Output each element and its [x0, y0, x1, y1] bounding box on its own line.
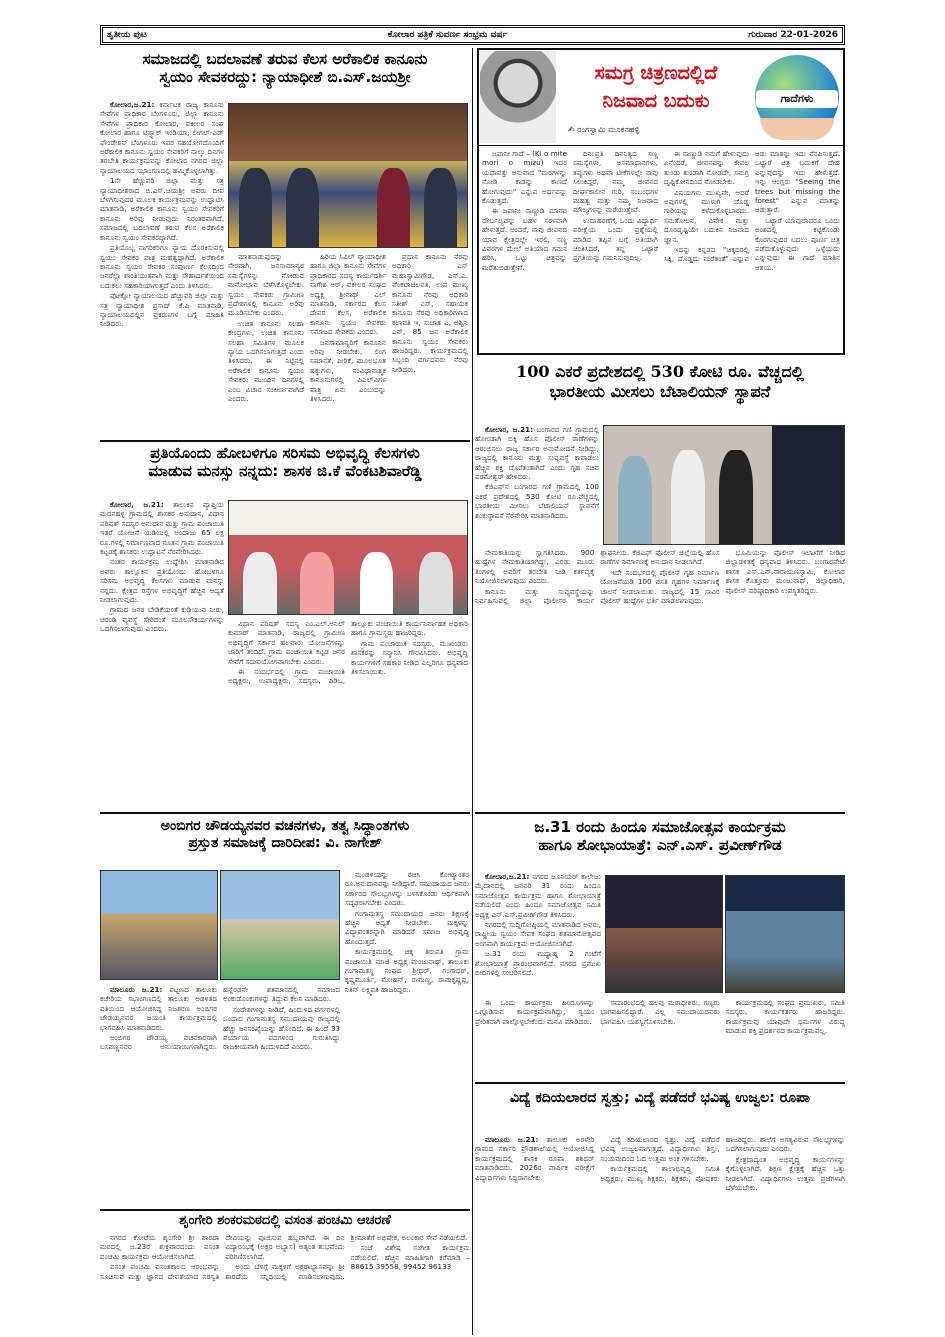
article-2-body-continued: ನೇಮಕಾತಿಯನ್ನು ಸ್ವಾಗತಿಸಿದರು. 900 ಹುದ್ದೆಗಳ ನೇಮಕಾತಿಯಾಗಿದ್ದು, ಎರಡು ಮೂರು ತಿಂಗಳಲ್ಲಿ ಅವರಿಗೆ ತರಬೇತಿ ನೀಡಿ ಕರ್ತವ್ಯಕ್ಕೆ ನಿಯೋಜಿಸಲಾಗುವುದು ಎಂದರು. ಕಾನೂನು ಮತ್ತು ಸುವ್ಯವಸ್ಥೆಯನ್ನು ನಿರ್ವಹಿಸುವಲ್ಲಿ ಜಿಲ್ಲಾ ಪೊಲೀಸರ ಕಾರ್ಯ ಶ್ಲಾಘನೀಯ. ಕೆಜಿಎಫ್ ಪೊಲೀಸ್ ಜಿಲ್ಲೆಯಲ್ಲಿ ಹೊಸ ಠಾಣೆಗಳ ನಿರ್ಮಾಣಕ್ಕೆ ಅನುದಾನ ನೀಡಲಾಗಿದೆ. ಇದೇ ಸಂದರ್ಭದಲ್ಲಿ ಪೊಲೀಸ್ ಗೃಹ ನಿರ್ಮಾಣ ಯೋಜನೆಯಡಿ 100 ವಸತಿ ಗೃಹಗಳ ನಿರ್ಮಾಣಕ್ಕೆ ಚಾಲನೆ ನೀಡಲಾಯಿತು. ರಾಜ್ಯದಲ್ಲಿ 15 ಸಾವಿರ ಪೊಲೀಸ್ ಹುದ್ದೆಗಳ ಭರ್ತಿ ಮಾಡಲಾಗುವುದು. ಭೂಮಿಯನ್ನು ಪೊಲೀಸ್ ಇಲಾಖೆಗೆ ನೀಡಿದ ಜಿಲ್ಲಾಡಳಿತಕ್ಕೆ ಧನ್ಯವಾದ ತಿಳಿಸಿದರು. ಬಂಗಾರಪೇಟೆ ಶಾಸಕ ಎಸ್.ಎನ್.ನಾರಾಯಣಸ್ವಾಮಿ, ಕೋಲಾರ ಶಾಸಕ ಕೊತ್ತೂರು ಮಂಜುನಾಥ್, ಜಿಲ್ಲಾಧಿಕಾರಿ, ಪೊಲೀಸ್ ವರಿಷ್ಠಾಧಿಕಾರಿ ಉಪಸ್ಥಿತರಿದ್ದರು.: [475, 548, 845, 606]
article-2-headline: 100 ಎಕರೆ ಪ್ರದೇಶದಲ್ಲಿ 530 ಕೋಟಿ ರೂ. ವೆಚ್ಚದಲ್ಲಿ ಭಾರತೀಯ ಮೀಸಲು ಬೆಟಾಲಿಯನ್ ಸ್ಥಾಪನೆ: [516, 362, 804, 401]
article-6-body: ಮಾಲೂರು ಜ.21: ತಾಲೂಕು ಅರಳೇರಿ ಗ್ರಾಮದ ಸರ್ಕಾರಿ ಪ್ರೌಢಶಾಲೆಯಲ್ಲಿ ಆಯೋಜಿಸಿದ್ದ ಕಾರ್ಯಕ್ರಮದಲ್ಲಿ ಶಾಸಕಿ ರೂಪಾ ಶಶಿಧರ್ ಮಾತನಾಡಿದರು. 2026ರ ವಾರ್ಷಿಕ ಪರೀಕ್ಷೆಗೆ ವಿದ್ಯಾರ್ಥಿಗಳು ಸಿದ್ಧರಾಗಬೇಕು. ವಿದ್ಯೆ ಕದಿಯಲಾರದ ಸ್ವತ್ತು. ವಿದ್ಯೆ ಪಡೆದರೆ ಭವಿಷ್ಯ ಉಜ್ವಲವಾಗುತ್ತದೆ. ವಿದ್ಯಾರ್ಥಿಗಳು ಶಿಸ್ತು, ಸಂಯಮದಿಂದ ಓದಿ ಉತ್ತಮ ಅಂಕ ಗಳಿಸಬೇಕು. ಕಾರ್ಯಕ್ರಮದಲ್ಲಿ ಶಾಲಾಭಿವೃದ್ಧಿ ಸಮಿತಿ ಅಧ್ಯಕ್ಷರು, ಮುಖ್ಯ ಶಿಕ್ಷಕರು, ಶಿಕ್ಷಕರು, ಪೋಷಕರು ಹಾಜರಿದ್ದರು. ಶಾಲೆಗೆ ಅಗತ್ಯವಿರುವ ಸೌಲಭ್ಯಗಳನ್ನು ಒದಗಿಸಲಾಗುವುದು ಎಂದರು. ಕ್ಷೇತ್ರದಾದ್ಯಂತ ಅಭಿವೃದ್ಧಿ ಕಾರ್ಯಗಳನ್ನು ಕೈಗೊಳ್ಳಲಾಗಿದೆ. ಶಿಕ್ಷಣ ಕ್ಷೇತ್ರಕ್ಕೆ ಹೆಚ್ಚಿನ ಒತ್ತು ನೀಡಲಾಗಿದೆ. ವಿದ್ಯಾರ್ಥಿಗಳು ಉತ್ತಮ ಪ್ರಜೆಗಳಾಗಿ ಬೆಳೆಯಬೇಕು.: [475, 1135, 845, 1193]
article-6-headline: ವಿದ್ಯೆ ಕದಿಯಲಾರದ ಸ್ವತ್ತು; ವಿದ್ಯೆ ಪಡೆದರೆ ಭವಿಷ್ಯ ಉಜ್ವಲ: ರೂಪಾ: [510, 1090, 810, 1106]
article-7-body: ನಗರದ ಕೋಟೆಯ ಶೃಂಗೇರಿ ಶ್ರೀ ಶಾರದಾ ಮಠದಲ್ಲಿ ಜ.23ರ ಶುಕ್ರವಾರದಂದು ವಸಂತ ಪಂಚಮಿ ಕಾರ್ಯಕ್ರಮ ಆಯೋಜಿಸಲಾಗಿದೆ. ವಸಂತ ಪಂಚಮಿ ವಸಂತಕಾಲದ ಆರಂಭವನ್ನು ಸೂಚಿಸುವ ಮತ್ತು ಜ್ಞಾನದ ದೇವತೆಯಾದ ಸರಸ್ವತಿ ದೇವಿಯನ್ನು ಪೂಜಿಸುವ ಹಬ್ಬವಾಗಿದೆ. ಈ ದಿನ ವಿದ್ಯಾರಂಭಕ್ಕೆ (ಅಕ್ಷರ ಅಭ್ಯಾಸ) ಅತ್ಯಂತ ಶುಭವೆಂದು ಪರಿಗಣಿಸಲಾಗಿದೆ. ಅಂದು ಬೆಳಿಗ್ಗೆ ಮಕ್ಕಳಿಗೆ ಅಕ್ಷರಾಭ್ಯಾಸವನ್ನು ಶ್ರೀ ಶಾರದೆಯ ಸನ್ನಿಧಿಯಲ್ಲಿ ಮಾಡಿಸಲಾಗುವುದು. ಶ್ರೀಮಾತೆಗೆ ಅಭಿಷೇಕ, ಅಲಂಕಾರ ಸೇವೆ ನಡೆಯಲಿದೆ. ಸಂಜೆ ವಿಶೇಷ ಸಂಗೀತ ಕಾರ್ಯಕ್ರಮ ನಡೆಯಲಿದೆ. ಹೆಚ್ಚಿನ ಮಾಹಿತಿಗಾಗಿ ಕರೆಮಾಡಿ – 88615 39558, 99452 96133: [100, 1233, 470, 1281]
pen-icon: ✍: [568, 125, 575, 134]
article-3-photo: [228, 500, 468, 615]
article-1-photo: [228, 103, 468, 248]
article-3-headline: ಪ್ರತಿಯೊಂದು ಹೋಬಳಿಗೂ ಸರಿಸಮ ಅಭಿವೃದ್ಧಿ ಕೆಲಸಗಳು ಮಾಡುವ ಮನಸ್ಸು ನನ್ನದು: ಶಾಸಕ ಜಿ.ಕೆ ವೆಂಕಟಶಿವಾರೆಡ್ಡಿ: [148, 444, 422, 481]
column-body: ಜಪಾನೀ ಗಾದೆ – (Ki o mite mori o mizu) ಇದರ ಯಥಾವತ್ತು ಅನುವಾದ "ಮರಗಳನ್ನು ನೋಡಿ ಕಾಡನ್ನು ಕಾಣದೆ ಹೋಗುವುದು" ಎನ್ನುವ ಅರ್ಥವನ್ನು ಕೊಡುತ್ತದೆ. ಈ ಜಪಾನೀ ನಾಣ್ಣುಡಿ ಮಾನವ ದೌರ್ಬಲ್ಯವನ್ನು ಬಹಳ ಸರಳವಾಗಿ ಹೇಳುತ್ತದೆ. ಅಂದರೆ, ನಾವು ಜೀವನದ ಯಾವ ಕ್ಷೇತ್ರದಲ್ಲೇ ಇರಲಿ, ಸಣ್ಣ ವಿವರಗಳ ಮೇಲೆ ಅತಿಯಾದ ಗಮನ ಹರಿಸಿ, ಒಟ್ಟು ಚಿತ್ರವನ್ನು ಮರೆತುಬಿಡುತ್ತೇವೆ. ದಿನಂಪ್ರತಿ ದಿನನಿತ್ಯದ ಸಣ್ಣ ಸಮಸ್ಯೆಗಳು, ಅಸಮಾಧಾನಗಳು, ತಪ್ಪುಗಳು ಅಥವಾ ಟೀಕೆಗಳಲ್ಲೇ ನಾವು ಸಿಲುಕಿದ್ದರೆ, ನಮ್ಮ ಜೀವನದ ದೀರ್ಘಕಾಲೀನ ಗುರಿ, ಸಂಬಂಧಗಳ ಮಹತ್ವ ಮತ್ತು ನಮ್ಮ ನಿಜವಾದ ಮೌಲ್ಯಗಳನ್ನು ಮರೆಯುತ್ತೇವೆ. ಉದಾಹರಣೆಗೆ, ಒಂದು ವಿದ್ಯಾರ್ಥಿ ಪರೀಕ್ಷೆಯ ಒಂದು ಪ್ರಶ್ನೆಯಲ್ಲಿ ಮಾಡಿದ ತಪ್ಪಿನ ಬಗ್ಗೆ ಅತಿಯಾಗಿ ಚಿಂತಿಸಿದರೆ, ತನ್ನ ಒಟ್ಟಾರೆ ಪ್ರಗತಿಯನ್ನು ಗಮನಿಸುವುದಿಲ್ಲ. ಈ ನಾಣ್ಣುಡಿ ನಮಗೆ ಹೇಳುವುದು ಏನೆಂದರೆ, ಜೀವನವನ್ನು ಕೇವಲ ತುಂಡು ತುಂಡಾಗಿ ನೋಡದೇ, ಸಮಗ್ರ ದೃಷ್ಟಿಕೋನದಿಂದ ನೋಡಬೇಕು. ವಿಷಯಗಳು ಮುಖ್ಯವೇ, ಆದರೆ ಅವುಗಳಲ್ಲಿ ಮುಳುಗಿ ದೊಡ್ಡ ಗುರಿಯನ್ನು ಕಳೆದುಕೊಳ್ಳಬಾರದು. ಸಮತೋಲನ, ವಿವೇಕ ಮತ್ತು ದೂರದೃಷ್ಟಿಯೇ ಬದುಕಿನ ನಿಜವಾದ ಜ್ಞಾನ. ಇದನ್ನು ಕನ್ನಡದ "ಚಿಕ್ಕದರಲ್ಲಿ ಸಿಕ್ಕಿ, ದೊಡ್ಡದು ಮರೆತಂತೆ" ಎನ್ನುವ ಆಡು ಮಾತನ್ನು ಇದು ನೆನಪಿಸುತ್ತದೆ. ಒಟ್ಟಾರೆ ಚಿತ್ರ ಬದುಕಿಗೆ ದೇಹ ಎನ್ನುವುದನ್ನು ಇದು ಹೇಳುತ್ತದೆ. ಇನ್ನು ಆಂಗ್ಲರು "Seeing the trees but missing the forest" ಎನ್ನುವ ಮಾತನ್ನು ಆಡುತ್ತಾರೆ. ಒಟ್ಟಾರೆ ಯಾವುದಾದರೂ ಒಂದು ಅಂಶದಲ್ಲಿ ಕಟ್ಟಿಕೊಂಡು ಕೊರಗುವುದರ ಬದಲು ಪೂರ್ಣ ಚಿತ್ರ ಪಡೆದುಕೊಳ್ಳುವುದು ಒಳ್ಳೆಯದು ಎನ್ನುವುದು ಈ ಗಾದೆ ಮಾತಿನ ಆಶಯ.: [482, 149, 840, 272]
article-1-body-continued: ಮಾತನಾಡುವುದನ್ನು ನೇರವಾಗಿ, ಜನಸಾಮಾನ್ಯರ ಸಮಸ್ಯೆಗಳನ್ನು ನೋಡುವ ಮನೋಭಾವ ಬೆಳೆಸಿಕೊಳ್ಳಬೇಕು. ಸ್ವಯಂ ಸೇವಕರು ಗ್ರಾಮೀಣ ಪ್ರದೇಶಗಳಲ್ಲಿ ಕಾನೂನು ಅರಿವು ಮೂಡಿಸಬೇಕು ಎಂದರು. ಉಚಿತ ಕಾನೂನು ಸಲಹಾ ಕೇಂದ್ರಗಳು, ಉಚಿತ ಕಾನೂನು ಸಲಹಾ ಸಮಿತಿಗಳ ಮೂಲಕ ನ್ಯಾಯ ಒದಗಿಸಲಾಗುತ್ತದೆ ಎಂದು ತಿಳಿಸಿದರು. ಈ ನಿಟ್ಟಿನಲ್ಲಿ ಅರೆಕಾಲಿಕ ಕಾನೂನು ಸ್ವಯಂ ಸೇವಕರು ಮುಂದಿನ ದಿನಗಳಲ್ಲಿ ಎಂಬ ವಿಚಾರ ಸಂಕೀರ್ಣವಾಗಿದೆ ಎಂದರು. ಹಿರಿಯ ಸಿವಿಲ್ ನ್ಯಾಯಾಧೀಶ ಹಾಗೂ ಜಿಲ್ಲಾ ಕಾನೂನು ಸೇವೆಗಳ ಪ್ರಾಧಿಕಾರದ ಸದಸ್ಯ ಕಾರ್ಯದರ್ಶಿ ನಾಗೇಶ ಆರ್, ವಕೀಲರ ಸಂಘದ ಅಧ್ಯಕ್ಷ ಶ್ರೀನಾಥ್ ಎಲ್ ಮಾತನಾಡಿ, ಸರ್ಕಾರದ ಕೆಲಸ ದೇವರ ಕೆಲಸ, ಅರೆಕಾಲಿಕ ಕಾನೂನು ಸ್ವಯಂ ಸೇವಕರು ಸಮಾಜದ ಸೇವಕರು ಎಂದರು. ಜನಸಾಮಾನ್ಯರಿಗೆ ಕಾನೂನಿನ ಅರಿವು ನೀಡಬೇಕು, ಲಿಂಗ ಸಮಾನತೆ, ಪೀಠಿಕೆ, ಮೂಲಭೂತ ಹಕ್ಕುಗಳು, ಸಂವಿಧಾನಾತ್ಮಕ ಕಾನೂನುಗಳಲ್ಲಿ ಪಿಎಲ್‌ವಿಗಳ ಪಾತ್ರ ಏನು ಎಂಬುದನ್ನು ತಿಳಿಸಿದರು. ಪ್ರಧಾನ ಕಾನೂನು ನೆರವು ಅಧಿಕಾರಿ ಎಸ್ ಮಹಾಸ್ವಾಮಿಗೌಡ, ಎಸ್.ಎ. ವೆಂಕಟಾಚಲಪತಿ, ಉಪ ಮುಖ್ಯ ಕಾನೂನು ನೆರವು ಅಧಿಕಾರಿ ಸತೀಶ್ ಎಸ್, ಸಹಾಯಕ ಕಾನೂನು ನೆರವು ಅಧಿಕಾರಿಗಳಾದ ಕಲಾವತಿ ಇ, ಸುಜಾತ ಎ, ಅಶ್ವಿನಿ ಎನ್, 85 ಜನ ಅರೆಕಾಲಿಕ ಕಾನೂನು ಸ್ವಯಂ ಸೇವಕರು ಹಾಜರಿದ್ದರು. ಕಾರ್ಯಕ್ರಮದಲ್ಲಿ ಸಿಬ್ಬಂದಿ ವರ್ಗದವರು ನೆರವು ನೀಡಿದರು.: [228, 252, 468, 404]
article-1-headline: ಸಮಾಜದಲ್ಲಿ ಬದಲಾವಣೆ ತರುವ ಕೆಲಸ ಅರೆಕಾಲಿಕ ಕಾನೂನು ಸ್ವಯಂ ಸೇವಕರದ್ದು: ನ್ಯಾಯಾಧೀಶೆ ಬಿ.ಎಸ್.ಜಯಶ್ರೀ: [142, 50, 428, 87]
article-3-body-continued: ವಿಧಾನ ಪರಿಷತ್ ಸದಸ್ಯ ಎಂ.ಎಲ್.ಅನಿಲ್ ಕುಮಾರ್ ಮಾತನಾಡಿ, ರಾಜ್ಯದಲ್ಲಿ ಗ್ರಾಮೀಣ ಅಭಿವೃದ್ಧಿಗೆ ಸರ್ಕಾರ ಹಲವಾರು ಯೋಜನೆಗಳನ್ನು ಜಾರಿಗೆ ತಂದಿದೆ. ಗ್ರಾಮ ಪಂಚಾಯಿತಿ ಕಟ್ಟಡ ಜನರ ಸೇವೆಗೆ ಸದುಪಯೋಗವಾಗಬೇಕು ಎಂದರು. ಈ ಸಂದರ್ಭದಲ್ಲಿ ಗ್ರಾಮ ಪಂಚಾಯಿತಿ ಅಧ್ಯಕ್ಷರು, ಉಪಾಧ್ಯಕ್ಷರು, ಸದಸ್ಯರು, ಪಿಡಿಒ, ತಾಲ್ಲೂಕು ಪಂಚಾಯಿತಿ ಕಾರ್ಯನಿರ್ವಾಹಕ ಅಧಿಕಾರಿ ಹಾಗೂ ಗ್ರಾಮಸ್ಥರು ಹಾಜರಿದ್ದರು. ಗ್ರಾಮ ಪಂಚಾಯಿತಿ ಸದಸ್ಯರು, ಮುಖಂಡರು ಶಾಸಕರನ್ನು ಸನ್ಮಾನಿಸಿ ಗೌರವಿಸಿದರು. ಅಭಿವೃದ್ಧಿ ಕಾರ್ಯಗಳಿಗೆ ಸಹಕಾರ ನೀಡಿದ ಎಲ್ಲರಿಗೂ ಧನ್ಯವಾದ ತಿಳಿಸಲಾಯಿತು.: [228, 619, 468, 686]
article-3-body: ಕೋಲಾರ, ಜ.21: ತಾಲುಕಿನ ವ್ಯಾಪ್ತಿಯ ಮದನಹಳ್ಳಿ ಗ್ರಾಮದಲ್ಲಿ ಶಾಸಕರ ಅನುದಾನ, ವಿಧಾನ ಪರಿಷತ್ ಸದಸ್ಯರ ಅನುದಾನ ಮತ್ತು ಗ್ರಾಮ ಪಂಚಾಯಿತಿ ಇತರೆ ಯೋಜನೆ ಯಡಿಯಲ್ಲಿ ಅಂದಾಜು 65 ಲಕ್ಷ ರೂ.ಗಳಲ್ಲಿ ನಿರ್ಮಾಣವಾದ ನೂತನ ಗ್ರಾಮ ಪಂಚಾಯಿತಿ ಕಟ್ಟಡಕ್ಕೆ ಶಾಸಕರು ಉದ್ಘಾಟನೆ ನೆರವೇರಿಸಿದರು. ನಂತರ ಕಾರ್ಯಕ್ರಮ ಉದ್ದೇಶಿಸಿ ಮಾತನಾಡಿದ ಅವರು ತಾಲ್ಲೂಕಿನ ಪ್ರತಿಯೊಂದು ಹೋಬಳಿಗೂ ಸರಿಸಮ ಅಭಿವೃದ್ಧಿ ಕೆಲಸಗಳು ಮಾಡುವ ಮನಸ್ಸು ನನ್ನದು. ಕ್ಷೇತ್ರದ ರಸ್ತೆಗಳ ಅಭಿವೃದ್ಧಿಗೆ ಹೆಚ್ಚಿನ ಆದ್ಯತೆ ನೀಡಲಾಗುವುದು. ಗ್ರಾಮದ ಜನರ ಬೇಡಿಕೆಯಂತೆ ಕುಡಿಯುವ ನೀರು, ಚರಂಡಿ ವ್ಯವಸ್ಥೆ ಸೇರಿದಂತೆ ಮೂಲಸೌಕರ್ಯಗಳನ್ನು ಒದಗಿಸಲಾಗುವುದು ಎಂದರು.: [100, 500, 224, 634]
article-2-body: ಕೋಲಾರ, ಜ.21: ಬಂಗಾರದ ಗಣಿ ಗ್ರಾಮದಲ್ಲಿ ಹೋಂಡಾಗಿ ಬಿಕ್ಕಿ ಹೊಸ ಪೊಲೀಸ್ ಠಾಣೆಗಳನ್ನು ಆರಂಭಿಸಲು ರಾಜ್ಯ ಸರ್ಕಾರ ಅನುಮೋದನೆ ನೀಡಿದ್ದು, ರಾಜ್ಯದಲ್ಲಿ ಕಾನೂನು ಮತ್ತು ಸುವ್ಯವಸ್ಥೆ ಕಾಪಾಡಲು ಹೆಚ್ಚಿನ ಶಕ್ತಿ ದೊರೆತಂತಾಗಿದೆ ಎಂದು ಗೃಹ ಸಚಿವ ಪರಮೇಶ್ವರ್ ಹೇಳಿದರು. ಕೆಜಿಎಫ್‌ನ ಬಂಗಾರದ ಗಣಿ ಗ್ರಾಮದಲ್ಲಿ 100 ಎಕರೆ ಪ್ರದೇಶದಲ್ಲಿ 530 ಕೋಟಿ ರೂ.ವೆಚ್ಚದಲ್ಲಿ ಭಾರತೀಯ ಮೀಸಲು ಬೆಟಾಲಿಯನ್ ಸ್ಥಾಪನೆಗೆ ಶಂಕುಸ್ಥಾಪನೆ ನೆರವೇರಿಸಿ ಮಾತನಾಡಿದರು.: [475, 425, 599, 520]
article-5-headline: ಜ.31 ರಂದು ಹಿಂದೂ ಸಮಾಜೋತ್ಸವ ಕಾರ್ಯಕ್ರಮ ಹಾಗೂ ಶೋಭಾಯಾತ್ರೆ: ಎನ್.ಎಸ್. ಪ್ರವೀಣ್‌ಗೌಡ: [534, 818, 786, 855]
article-2-photo: [603, 425, 845, 545]
column-title: ಸಮಗ್ರ ಚಿತ್ರಣದಲ್ಲಿದೆ ನಿಜವಾದ ಬದುಕು: [594, 62, 718, 112]
article-1-body: ಕೋಲಾರ,ಜ.21: ಕರ್ನಾಟಕ ರಾಜ್ಯ ಕಾನೂನು ಸೇವೆಗಳ ಪ್ರಾಧಿಕಾರ ಬೆಂಗಳೂರು, ಜಿಲ್ಲಾ ಕಾನೂನು ಸೇವೆಗಳ ಪ್ರಾಧಿಕಾರ ಕೋಲಾರ, ವಕೀಲರ ಸಂಘ ಕೋಲಾರ ಹಾಗೂ ಟಿಸ್ಸ್ಯಾಕ್ ಇಂಡಿಯಾ, ಲೀಗಲ್-ಎಡ್ ಫೌಂಡೇಶನ್ ಬೆಂಗಳೂರು ಇವರ ಸಹಯೋಗದೊಂದಿಗೆ ಅರೆಕಾಲಿಕ ಕಾನೂನು ಸ್ವಯಂ ಸೇವಕರಿಗೆ ನಾಲ್ಕು ದಿನಗಳ ತರಬೇತಿ ಕಾರ್ಯಕ್ರಮವನ್ನು ಕೋಲಾರ ನಗರದ ಜಿಲ್ಲಾ ನ್ಯಾಯಾಲಯದ ಸಭಾಂಗಣದಲ್ಲಿ ಹಮ್ಮಿಕೊಳ್ಳಲಾಗಿತ್ತು. 1ನೇ ಹೆಚ್ಚುವರಿ ಜಿಲ್ಲಾ ಮತ್ತು ಸತ್ರ ನ್ಯಾಯಾಧೀಶರಾದ ಬಿ.ಎಸ್.ಜಯಶ್ರೀ ಅವರು ದೀಪ ಬೆಳಗಿಸುವುದರ ಮೂಲಕ ಕಾರ್ಯಕ್ರಮವನ್ನು ಉದ್ಘಾಟಿಸಿ ಮಾತನಾಡಿ, ಅರೆಕಾಲಿಕ ಕಾನೂನು ಸ್ವಯಂ ಸೇವಕರಿಗೆ ಕಾನೂನು ಅರಿವು ನೀಡುವುದು ನಿರಂತರವಾಗಿದೆ. ಸಮಾಜದಲ್ಲಿ ಬದಲಾವಣೆ ತರುವ ಕೆಲಸ ಅರೆಕಾಲಿಕ ಕಾನೂನು ಸ್ವಯಂ ಸೇವಕರದ್ದಾಗಿದೆ. ಪ್ರತಿಯೊಬ್ಬ ನಾಗರಿಕರಿಗೂ ನ್ಯಾಯ ದೊರಕಿಸುವಲ್ಲಿ ಸ್ವಯಂ ಸೇವಕರ ಪಾತ್ರ ಮಹತ್ವದ್ದಾಗಿದೆ. ಅರೆಕಾಲಿಕ ಕಾನೂನು ಸ್ವಯಂ ಸೇವಕರ ಸಂಪೂರ್ಣ ಕೆಲಸದಿಂದ ಜನರೆಲ್ಲಾ ಶಾಂತಿಯುತವಾಗಿ ಮತ್ತು ಸೌಹಾರ್ದತೆಯಿಂದ ಬದುಕಲು ಸಹಕಾರಿಯಾಗುತ್ತದೆ ಎಂದು ತಿಳಿಸಿದರು. ಪೋಕ್ಸೋ ನ್ಯಾಯಾಲಯದ ಹೆಚ್ಚುವರಿ ಜಿಲ್ಲಾ ಮತ್ತು ಸತ್ರ ನ್ಯಾಯಾಧೀಶ ಪ್ರಸಾದ್ ಕೆ.ಪಿ ಮಾತನಾಡಿ, ನ್ಯಾಯಾಲಯದಲ್ಲಿನ ಪ್ರಕರಣಗಳ ಬಗ್ಗೆ ಮಾಹಿತಿ ನೀಡಿದರು.: [100, 100, 224, 329]
proverbs-badge: ಗಾದೆಗಳು: [756, 90, 838, 108]
page-header: [100, 25, 845, 45]
article-7-headline: ಶೃಂಗೇರಿ ಶಂಕರಮಠದಲ್ಲಿ ವಸಂತ ಪಂಚಮಿ ಆಚರಣೆ: [179, 1213, 391, 1228]
column-byline: ✍ ರಂಗಸ್ವಾಮಿ ಮೂಕನಹಳ್ಳಿ: [568, 125, 640, 134]
hands-icon: [760, 118, 834, 140]
paper-title: ಕೋಲಾರ ಪತ್ರಿಕೆ ಸುವರ್ಣ ಸಂಭ್ರಮ ವರ್ಷ: [387, 30, 508, 40]
article-4-photo-1: [100, 870, 218, 980]
issue-date: ಗುರುವಾರ 22-01-2026: [748, 30, 838, 40]
article-4-body: ಮಾಲೂರು ಜ.21: ಪಟ್ಟಣದ ತಾಲೂಕು ಕಚೇರಿಯ ಸಭಾಂಗಣದಲ್ಲಿ ತಾಲೂಕು ಆಡಳಿತದ ವತಿಯಿಂದ ಆಯೋಜಿಸಿದ್ದ ನಿಜಶರಣ ಅಂಬಿಗರ ಚೌಡಯ್ಯನವರ ಜಯಂತಿ ಕಾರ್ಯಕ್ರಮದಲ್ಲಿ ಭಾಗವಹಿಸಿ ಮಾತನಾಡಿದರು. ಅಂಬಿಗರ ಚೌಡಯ್ಯ ವಚನಕಾರರಾಗಿ ಬಸವಣ್ಣನವರ ಅನುಯಾಯಿಗಳಾಗಿದ್ದರು. ಹನ್ನೆರಡನೇ ಶತಮಾನದಲ್ಲಿ ಸಮಾಜದ ಅಂಕುಡೊಂಕುಗಳನ್ನು ತಿದ್ದುವ ಕೆಲಸ ಮಾಡಿದರು. ಸಂದೇಶಗಳನ್ನು ನೀಡಿದೆ, ಹಿಂದುಳಿದ ವರ್ಗಗಳಲ್ಲಿ ಒಂದಾದ ಗಂಗಾಮತಸ್ಥ ಸಮುದಾಯವು ರಾಜ್ಯದಲ್ಲಿ ಹೆಚ್ಚು ಜನಸಂಖ್ಯೆಯನ್ನು ಹೊಂದಿದೆ. ಈ ಹಿಂದೆ 33 ಪರ್ಯಾಯ ಪದಗಳಿಂದ ಗುರುತಿಸಿದ್ದು ರಾಜಕೀಯವಾಗಿ ಹಿಂದುಳಿದಿದೆ ಎಂದರು.: [100, 985, 340, 1052]
article-4-photo-2: [220, 870, 340, 980]
article-5-photo-1: [605, 875, 723, 993]
article-4-headline: ಅಂಬಿಗರ ಚೌಡಯ್ಯನವರ ವಚನಗಳು, ತತ್ವ ಸಿದ್ಧಾಂತಗಳು ಪ್ರಸ್ತುತ ಸಮಾಜಕ್ಕೆ ದಾರಿದೀಪ: ವಿ. ನಾಗೇಶ್: [160, 818, 410, 852]
author-photo: [480, 51, 556, 143]
article-4-body-right: ಮಂಡಳಿಯನ್ನು ರಚಿಸಿ ಕೋಟ್ಯಾಂತರ ರೂ.ಅನುದಾನವನ್ನು ನೀಡಿದ್ದಾರೆ. ಸಮುದಾಯದ ಜನರು ಸರ್ಕಾರದ ಸೌಲಭ್ಯಗಳನ್ನು ಬಳಸಿಕೊಂಡು ಆರ್ಥಿಕವಾಗಿ ಸದೃಢರಾಗಬೇಕು ಎಂದರು. ಗಂಗಾಮತಸ್ಥ ಸಮುದಾಯದ ಜನರು ಶಿಕ್ಷಣಕ್ಕೆ ಹೆಚ್ಚಿನ ಆದ್ಯತೆ ನೀಡಬೇಕು. ಮಕ್ಕಳನ್ನು ವಿದ್ಯಾವಂತರನ್ನಾಗಿ ಮಾಡಿದರೆ ಸಮಾಜ ಅಭಿವೃದ್ಧಿ ಹೊಂದುತ್ತದೆ. ಕಾರ್ಯಕ್ರಮದಲ್ಲಿ ಚಿಕ್ಕ ತಿರುಪತಿ ಗ್ರಾಮ ಪಂಚಾಯಿತಿ ಮಾಜಿ ಅಧ್ಯಕ್ಷ ಮಂಜುನಾಥ್, ತಾಲೂಕು ಗಂಗಾಮತಸ್ಥ ಸಂಘದ ಶ್ರೀಧರ್, ಗಂಗಾಧರ್, ಕೃಷ್ಣಮೂರ್ತಿ, ಮೋಹನ್, ರಾಮಣ್ಣ, ರಾಮಕೃಷ್ಣಪ್ಪ, ನಿತಿನ್ ಲಕ್ಷ್ಮಿಪತಿ ಹಾಜರಿದ್ದರು.: [345, 870, 469, 994]
article-5-body: ಕೋಲಾರ,ಜ.21: ನಗರದ ಜೂನಿಯರ್ ಕಾಲೇಜು ಮೈದಾನದಲ್ಲಿ ಜನವರಿ 31 ರಂದು ಹಿಂದೂ ಸಮಾಜೋತ್ಸವ ಕಾರ್ಯಕ್ರಮ ಹಾಗೂ ಶೋಭಾಯಾತ್ರೆ ನಡೆಯಲಿದೆ ಎಂದು ಹಿಂದೂ ಸಮಾಜೋತ್ಸವ ಸಮಿತಿ ಅಧ್ಯಕ್ಷ ಎನ್.ಎಸ್.ಪ್ರವೀಣ್‌ಗೌಡ ತಿಳಿಸಿದರು. ನಗರದಲ್ಲಿ ಸುದ್ದಿಗೋಷ್ಠಿಯಲ್ಲಿ ಮಾತನಾಡಿದ ಅವರು, ರಾಷ್ಟ್ರೀಯ ಸ್ವಯಂ ಸೇವಕ ಸಂಘದ ಶತಮಾನೋತ್ಸವದ ಅಂಗವಾಗಿ ಕಾರ್ಯಕ್ರಮ ಆಯೋಜಿಸಲಾಗಿದೆ. ಜ.31 ರಂದು ಮಧ್ಯಾಹ್ನ 2 ಗಂಟೆಗೆ ಶೋಭಾಯಾತ್ರೆ ಪ್ರಾರಂಭವಾಗಲಿದೆ. ನಗರದ ಪ್ರಮುಖ ಬೀದಿಗಳಲ್ಲಿ ಸಂಚರಿಸಲಿದೆ.: [475, 872, 601, 978]
article-5-photo-2: [725, 875, 845, 993]
article-5-body-continued: ಈ ಒಂದು ಕಾರ್ಯಕ್ರಮ ಹಿಂದೂಗಳನ್ನು ಒಗ್ಗೂಡಿಸುವ ಕಾರ್ಯಕ್ರಮವಾಗಿದ್ದು, ಸ್ವಯಂ ಪ್ರೇರಿತರಾಗಿ ಪಾಲ್ಗೊಳ್ಳಬೇಕೆಂದು ಮನವಿ ಮಾಡಿದರು. ಸಮಾರಂಭದಲ್ಲಿ ಹಲವು ಮಠಾಧೀಶರು, ಗಣ್ಯರು ಭಾಗವಹಿಸಲಿದ್ದಾರೆ. ಎಲ್ಲ ಸಮುದಾಯದವರು ಭಾಗವಹಿಸಿ ಯಶಸ್ವಿಗೊಳಿಸಬೇಕು. ಕಾರ್ಯಕ್ರಮದಲ್ಲಿ ಸಂಘದ ಪ್ರಮುಖರು, ಸಮಿತಿ ಸದಸ್ಯರು, ಕಾರ್ಯಕರ್ತರು ಹಾಜರಿದ್ದರು. ಕಾರ್ಯಕ್ರಮವು ಯಾವುದೇ ಧರ್ಮಗಳ ವಿರುದ್ಧ ಮಾಡುವ ಶಕ್ತಿ ಪ್ರದರ್ಶನದ ಕಾರ್ಯಕ್ರಮವಲ್ಲ.: [475, 998, 845, 1036]
page-label: ತೃತೀಯ ಪುಟ: [107, 30, 147, 40]
